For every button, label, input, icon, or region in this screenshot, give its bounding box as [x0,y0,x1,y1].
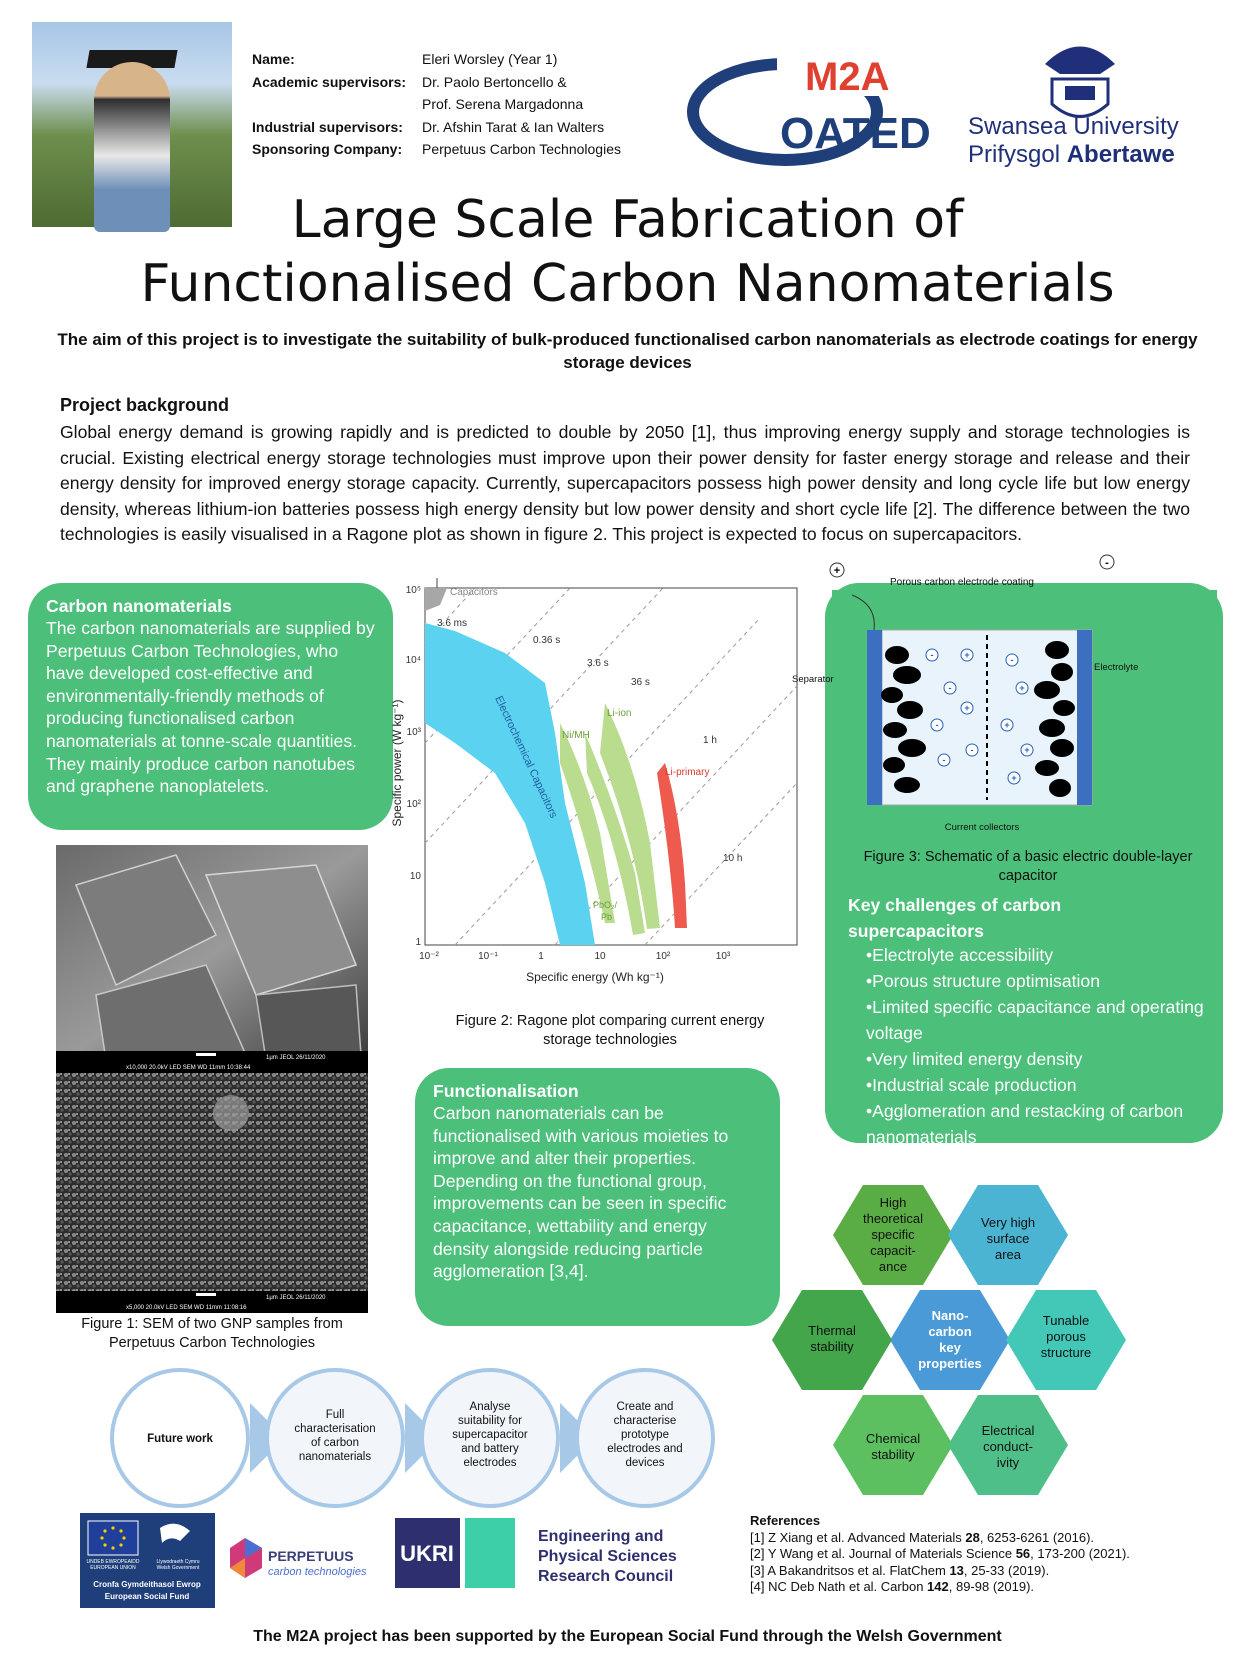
ytick: 10 [409,871,421,882]
ion-plus: + [964,650,970,660]
info-key: Academic supervisors: [252,73,407,90]
prifysgol-word: Prifysgol [968,141,1067,168]
sem-image-2 [56,1073,368,1313]
ytick: 10² [406,799,421,810]
funder-logos [80,1513,740,1623]
ytick: 10⁵ [405,585,421,596]
ion-plus: + [1004,720,1010,730]
info-value: Dr. Paolo Bertoncello & [422,73,567,90]
sem-bar-1b: x10,000 20.0kV LED SEM WD 11mm 10:38:44 [126,1065,251,1071]
ion-minus: - [930,650,934,660]
step-text: Analyse [469,1401,511,1413]
hex-text: carbon [928,1324,972,1339]
hex-text: High [879,1195,907,1210]
info-key: Sponsoring Company: [252,141,403,157]
xtick: 10 [594,951,606,962]
sem-images [56,845,368,1313]
hex-text: capacit- [870,1243,916,1258]
step-text: and battery [461,1443,519,1455]
esf-text: European Social Fund [104,1592,190,1601]
ukri-text: UKRI [400,1541,454,1566]
label-pbo2: PbO₂/ [593,900,618,910]
hex-text: stability [810,1339,854,1354]
ref-volume: 142 [927,1579,949,1594]
label-pb: Pb [601,912,613,922]
ion-plus: + [1024,745,1030,755]
challenges-heading-1: Key challenges of carbon [848,895,1062,915]
epsrc-logo [538,1528,677,1585]
label-ec: Electrochemical Capacitors [492,694,560,821]
ion-minus: - [970,745,974,755]
figure-3-caption: Figure 3: Schematic of a basic electric double-layer capacitor [863,849,1193,884]
ytick: 10⁴ [405,655,421,666]
eu-text: EUROPEAN UNION [90,1565,136,1571]
m2a-coated-logo [685,52,943,162]
challenges-heading-2: supercapacitors [848,921,984,941]
xtick: 10⁻¹ [478,951,498,962]
hex-text: Tunable [1042,1313,1090,1328]
hex-text: Chemical [865,1431,921,1446]
functionalisation-heading: Functionalisation [433,1081,579,1101]
xtick: 1 [538,951,544,962]
ion-minus: - [1010,655,1014,665]
hex-text: structure [1040,1345,1092,1360]
ragone-ylabel: Specific power (W kg⁻¹) [390,699,404,827]
ref-text: [4] NC Deb Nath et al. Carbon [750,1579,928,1594]
terminal-plus: + [833,565,841,577]
ion-minus: - [948,683,952,693]
ion-plus: + [1011,773,1017,783]
hex-thermal-stability [770,1288,895,1393]
challenge-item: •Porous structure optimisation [866,971,1101,991]
hex-text: Electrical [981,1423,1035,1438]
step-text: Full [325,1409,345,1421]
challenge-item: •Electrolyte accessibility [866,945,1054,965]
challenges-heading [848,892,1061,944]
carbon-nanomaterials-heading: Carbon nanomaterials [46,596,232,616]
xtick: 10² [655,951,671,962]
time-1h: 1 h [703,735,717,746]
ion-minus: - [935,720,939,730]
ref-volume: 13 [949,1562,964,1578]
perpetuus-sub: carbon technologies [268,1566,367,1578]
collectors-label: Current collectors [944,822,1020,833]
epsrc-text: Research Council [538,1568,674,1585]
time-3-6s: 3.6 s [587,658,609,669]
perpetuus-text: PERPETUUS [268,1548,354,1564]
ragone-xlabel: Specific energy (Wh kg⁻¹) [526,970,664,984]
step-text: electrodes and [607,1443,683,1455]
ref-volume: 28 [965,1529,980,1545]
step-text: characterise [613,1415,677,1427]
figure-1-caption: Figure 1: SEM of two GNP samples from Perpetuus Carbon Technologies [81,1316,343,1351]
info-key [252,93,422,116]
epsrc-text: Physical Sciences [538,1548,677,1565]
hex-text: Nano- [931,1308,969,1323]
ukri-logo [395,1518,515,1588]
info-value: Prof. Serena Margadonna [422,96,584,112]
time-10h: 10 h [723,853,743,864]
separator-label: Separator [792,674,834,685]
functionalisation-text: Carbon nanomaterials can be functionalised with various moieties to improve and alter their properties. Depending on the functional group, improvements can be seen in specific capacitance, wettability and energy density alongside reducing particle agglomeration [3,4]. [433,1103,729,1282]
coated-text: OATED [780,109,931,158]
xtick: 10³ [715,951,731,962]
ragone-plot [390,583,807,1008]
eu-text: UNDEB EWROPEAIDD [86,1559,140,1565]
hex-text: Thermal [808,1323,856,1338]
electrolyte-label: Electrolyte [1094,662,1139,673]
background-text: Global energy demand is growing rapidly and is predicted to double by 2050 [1], thus improving energy supply and storage technologies is crucial. Existing electrical energy storage technologies must improve upon their power density for faster energy storage and release and their energy density for improved energy storage capacity. Currently, supercapacitors possess high power density and long cycle life but low energy density, whereas lithium-ion batteries possess high energy density but low power density and short cycle life [2]. The difference between the two technologies is easily visualised in a Ragone plot as shown in figure 2. This project is expected to focus on supercapacitors. [60,422,1190,545]
terminal-minus: - [1105,557,1109,569]
abertawe-word: Abertawe [1066,141,1175,168]
challenge-item: •Very limited energy density [866,1049,1083,1069]
ref-text: [3] A Bakandritsos et al. FlatChem [750,1562,950,1578]
step-text: suitability for [458,1415,522,1427]
carbon-nanomaterials-box [28,583,393,830]
info-value: Dr. Afshin Tarat & Ian Walters [422,118,605,135]
step-text: of carbon [311,1437,359,1449]
esf-text: Cronfa Gymdeithasol Ewrop [93,1580,201,1589]
ref-volume: 56 [1015,1546,1031,1561]
xtick: 10⁻² [419,951,439,962]
dragon-crest-icon [1045,47,1115,75]
step-text: characterisation [294,1423,376,1435]
future-work-flow [110,1368,750,1508]
label-nimh: Ni/MH [562,730,590,741]
epsrc-text: Engineering and [538,1528,664,1545]
hex-text: area [994,1247,1022,1262]
hex-text: conduct- [983,1439,1033,1454]
ref-text: , 173-200 (2021). [1030,1546,1130,1561]
references [750,1513,1220,1596]
university-word: University [1073,113,1179,140]
info-key: Name: [252,51,295,67]
sem-bar-2b: x5,000 20.0kV LED SEM WD 11mm 11:08:16 [126,1305,247,1311]
hex-text: properties [918,1356,982,1371]
functionalisation-box [415,1068,780,1326]
edlc-labels [792,557,1217,850]
title-line-1: Large Scale Fabrication of [291,190,964,250]
challenge-item: •Limited specific capacitance and operating voltage [866,997,1204,1043]
challenge-item: •Agglomeration and restacking of carbon nanomaterials [866,1101,1184,1147]
footer-statement: The M2A project has been supported by the European Social Fund through the Welsh Government [253,1628,1002,1645]
student-info [252,48,621,161]
future-work-title: Future work [147,1433,213,1445]
svg-text:Prifysgol Abertawe [968,141,1175,168]
perpetuus-logo [230,1538,367,1578]
challenges-list [866,942,1216,1150]
time-0-36s: 0.36 s [533,635,561,646]
ref-text: , 6253-6261 (2016). [979,1529,1095,1545]
step-text: nanomaterials [298,1451,372,1463]
step-text: supercapacitor [452,1429,528,1441]
step-text: prototype [621,1429,669,1441]
hex-text: porous [1046,1329,1086,1344]
m2a-text: M2A [805,55,890,99]
hex-text: surface [986,1231,1030,1246]
step-text: devices [625,1457,665,1469]
ion-plus: + [964,703,970,713]
figure-2-caption: Figure 2: Ragone plot comparing current energy storage technologies [455,1013,765,1048]
hex-text: ivity [996,1455,1020,1470]
sem-bar-1: 1μm JEOL 26/11/2020 [266,1055,326,1061]
poster-title [60,188,1195,316]
background-heading: Project background [60,395,230,415]
hex-text: Very high [980,1215,1036,1230]
ion-minus: - [942,755,946,765]
hex-text: ance [878,1259,908,1274]
wg-text: Welsh Government [156,1565,200,1571]
wg-text: Llywodraeth Cymru [156,1559,200,1565]
step-text: electrodes [463,1457,517,1469]
aim-statement: The aim of this project is to investigate the suitability of bulk-produced functionalised carbon nanomaterials as electrode coatings for energy storage devices [57,330,1198,372]
ion-plus: + [1019,683,1025,693]
svg-text:Swansea University [968,113,1179,140]
hex-text: theoretical [863,1211,923,1226]
carbon-nanomaterials-text: The carbon nanomaterials are supplied by Perpetuus Carbon Technologies, who have developed cost-effective and environmentally-friendly methods of producing functionalised carbon nanomaterials at tonne-scale quantities. They mainly produce carbon nanotubes and graphene nanoplatelets. [46,618,375,797]
label-liion: Li-ion [607,708,632,719]
hex-text: stability [871,1447,915,1462]
info-value: Eleri Worsley (Year 1) [422,51,558,67]
challenge-item: •Industrial scale production [866,1075,1077,1095]
label-liprimary: Li-primary [665,767,710,778]
esf-logo [80,1513,215,1608]
coating-label: Porous carbon electrode coating [890,577,1034,588]
title-line-2: Functionalised Carbon Nanomaterials [140,254,1115,314]
sem-image-1 [56,845,368,1073]
ref-text: , 25-33 (2019). [963,1562,1050,1578]
ytick: 1 [415,937,421,948]
reference-item [750,1530,1220,1547]
references-heading: References [750,1513,821,1528]
ref-text: [2] Y Wang et al. Journal of Materials Science [750,1546,1016,1561]
swansea-word: Swansea [968,113,1074,140]
reference-item [750,1546,1220,1563]
hex-text: key [939,1340,961,1355]
info-key: Industrial supervisors: [252,118,403,135]
ref-text: , 89-98 (2019). [948,1579,1035,1594]
hex-text: specific [871,1227,915,1242]
step-text: Create and [616,1401,674,1413]
reference-item [750,1563,1220,1580]
time-36s: 36 s [631,677,650,688]
label-capacitors: Capacitors [450,587,498,598]
reference-item [750,1579,1220,1596]
info-value: Perpetuus Carbon Technologies [422,141,621,157]
sem-bar-2: 1μm JEOL 26/11/2020 [266,1295,326,1301]
time-3-6ms: 3.6 ms [437,618,468,629]
ref-text: [1] Z Xiang et al. Advanced Materials [750,1529,966,1545]
ytick: 10³ [406,727,421,738]
swansea-university-logo [960,24,1200,174]
